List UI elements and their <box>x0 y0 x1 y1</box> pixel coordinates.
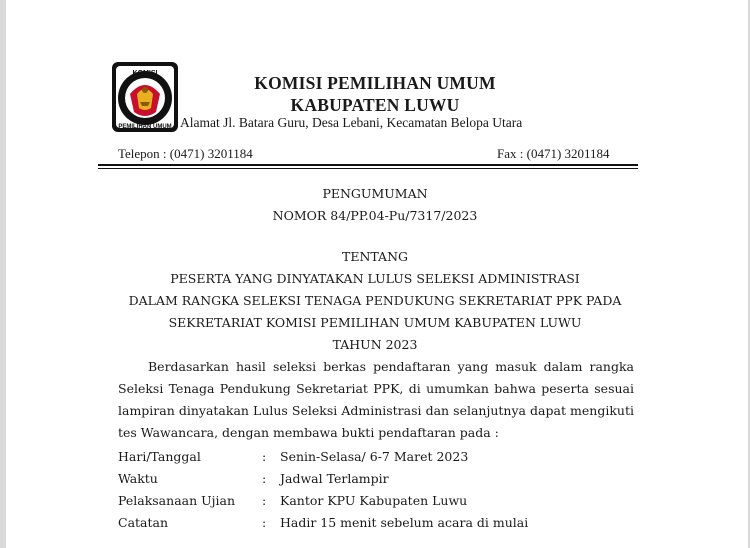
subject-line: SEKRETARIAT KOMISI PEMILIHAN UMUM KABUPATEN LUWU <box>168 315 582 330</box>
detail-label: Hari/Tanggal <box>118 449 201 464</box>
detail-value: Hadir 15 menit sebelum acara di mulai <box>280 515 529 530</box>
phone-number: Telepon : (0471) 3201184 <box>118 146 253 161</box>
detail-value: Senin-Selasa/ 6-7 Maret 2023 <box>280 449 469 464</box>
logo-top-text: KOMISI <box>132 70 158 77</box>
detail-colon: : <box>262 449 267 464</box>
detail-label: Pelaksanaan Ujian <box>118 493 236 508</box>
body-paragraph <box>118 356 634 444</box>
body-line: lampiran dinyatakan Lulus Seleksi Administrasi dan selanjutnya dapat mengikuti <box>118 403 634 418</box>
body-line: Berdasarkan hasil seleksi berkas pendaftaran yang masuk dalam rangka <box>148 359 634 374</box>
announcement-number: NOMOR 84/PP.04-Pu/7317/2023 <box>272 208 478 223</box>
detail-label: Catatan <box>118 515 169 530</box>
detail-colon: : <box>262 515 267 530</box>
announcement-about: TENTANG <box>341 249 408 264</box>
detail-label: Waktu <box>118 471 158 486</box>
org-address: Alamat Jl. Batara Guru, Desa Lebani, Kecamatan Belopa Utara <box>180 115 523 130</box>
subject-year: TAHUN 2023 <box>332 337 418 352</box>
subject-line: DALAM RANGKA SELEKSI TENAGA PENDUKUNG SEKRETARIAT PPK PADA <box>128 293 622 308</box>
detail-value: Jadwal Terlampir <box>280 471 389 486</box>
body-line: Seleksi Tenaga Pendukung Sekretariat PPK, di umumkan bahwa peserta sesuai <box>118 381 634 396</box>
body-line: tes Wawancara, dengan membawa bukti pendaftaran pada : <box>118 425 499 440</box>
org-title-line2: KABUPATEN LUWU <box>290 95 460 115</box>
detail-colon: : <box>262 493 267 508</box>
detail-value: Kantor KPU Kabupaten Luwu <box>280 493 468 508</box>
detail-colon: : <box>262 471 267 486</box>
logo-bottom-text: PEMILIHAN UMUM <box>118 124 172 130</box>
org-title-line1: KOMISI PEMILIHAN UMUM <box>254 73 496 93</box>
letterhead-divider <box>98 164 638 166</box>
announcement-type: PENGUMUMAN <box>322 186 428 201</box>
subject-line: PESERTA YANG DINYATAKAN LULUS SELEKSI ADMINISTRASI <box>170 271 580 286</box>
fax-number: Fax : (0471) 3201184 <box>497 146 610 161</box>
letterhead-divider-thin <box>98 168 638 169</box>
